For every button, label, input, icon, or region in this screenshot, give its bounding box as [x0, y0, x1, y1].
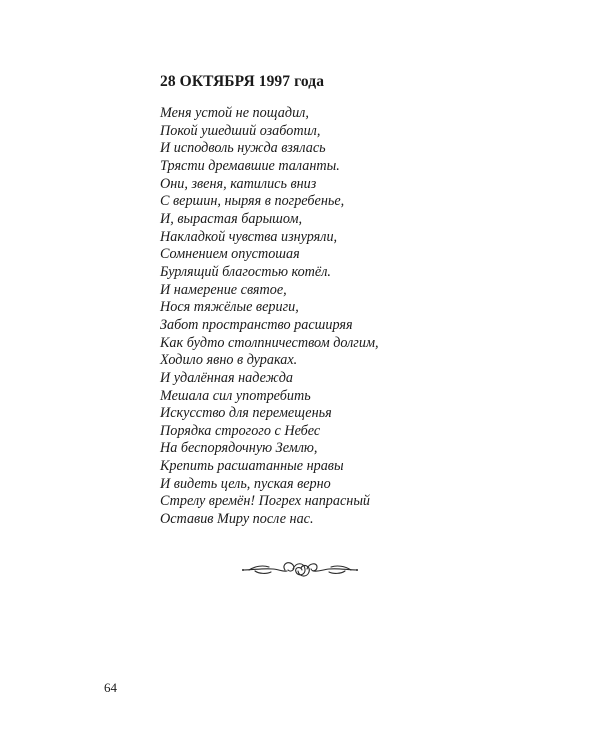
poem-line: Трясти дремавшие таланты.: [160, 157, 340, 174]
poem-line: И намерение святое,: [160, 281, 287, 298]
poem-line: На беспорядочную Землю,: [160, 440, 318, 457]
poem-line: Как будто столпничеством долгим,: [160, 334, 379, 351]
poem-body: [160, 105, 379, 529]
poem-line: Сомнением опустошая: [160, 246, 300, 263]
poem-line: Нося тяжёлые вериги,: [160, 299, 299, 316]
poem-line: Забот пространство расширяя: [160, 316, 353, 333]
poem-line: И исподволь нужда взялась: [160, 140, 326, 157]
poem-line: Искусство для перемещенья: [160, 405, 332, 422]
poem-line: Бурлящий благостью котёл.: [160, 263, 331, 280]
poem-line: Оставив Миру после нас.: [160, 511, 314, 528]
flourish-divider-icon: [241, 557, 359, 581]
poem-line: Они, звеня, катились вниз: [160, 175, 317, 192]
page-number: 64: [104, 680, 117, 695]
poem-line: Крепить расшатанные нравы: [160, 458, 344, 475]
poem-line: Мешала сил употребить: [160, 387, 311, 404]
poem-title: 28 ОКТЯБРЯ 1997 года: [160, 73, 325, 90]
poem-line: Меня устой не пощадил,: [160, 105, 309, 121]
poem-line: Покой ушедший озаботил,: [160, 122, 321, 139]
poem-line: И удалённая надежда: [160, 369, 294, 386]
poem-line: Порядка строгого с Небес: [160, 422, 321, 439]
poem-line: И, вырастая барышом,: [160, 210, 303, 227]
poem-line: Ходило явно в дураках.: [160, 352, 298, 369]
poem-line: С вершин, ныряя в погребенье,: [160, 193, 345, 210]
poem-line: Стрелу времён! Погрех напрасный: [160, 493, 371, 510]
poem-line: Накладкой чувства изнуряли,: [160, 228, 338, 245]
poem-line: И видеть цель, пуская верно: [160, 475, 331, 492]
